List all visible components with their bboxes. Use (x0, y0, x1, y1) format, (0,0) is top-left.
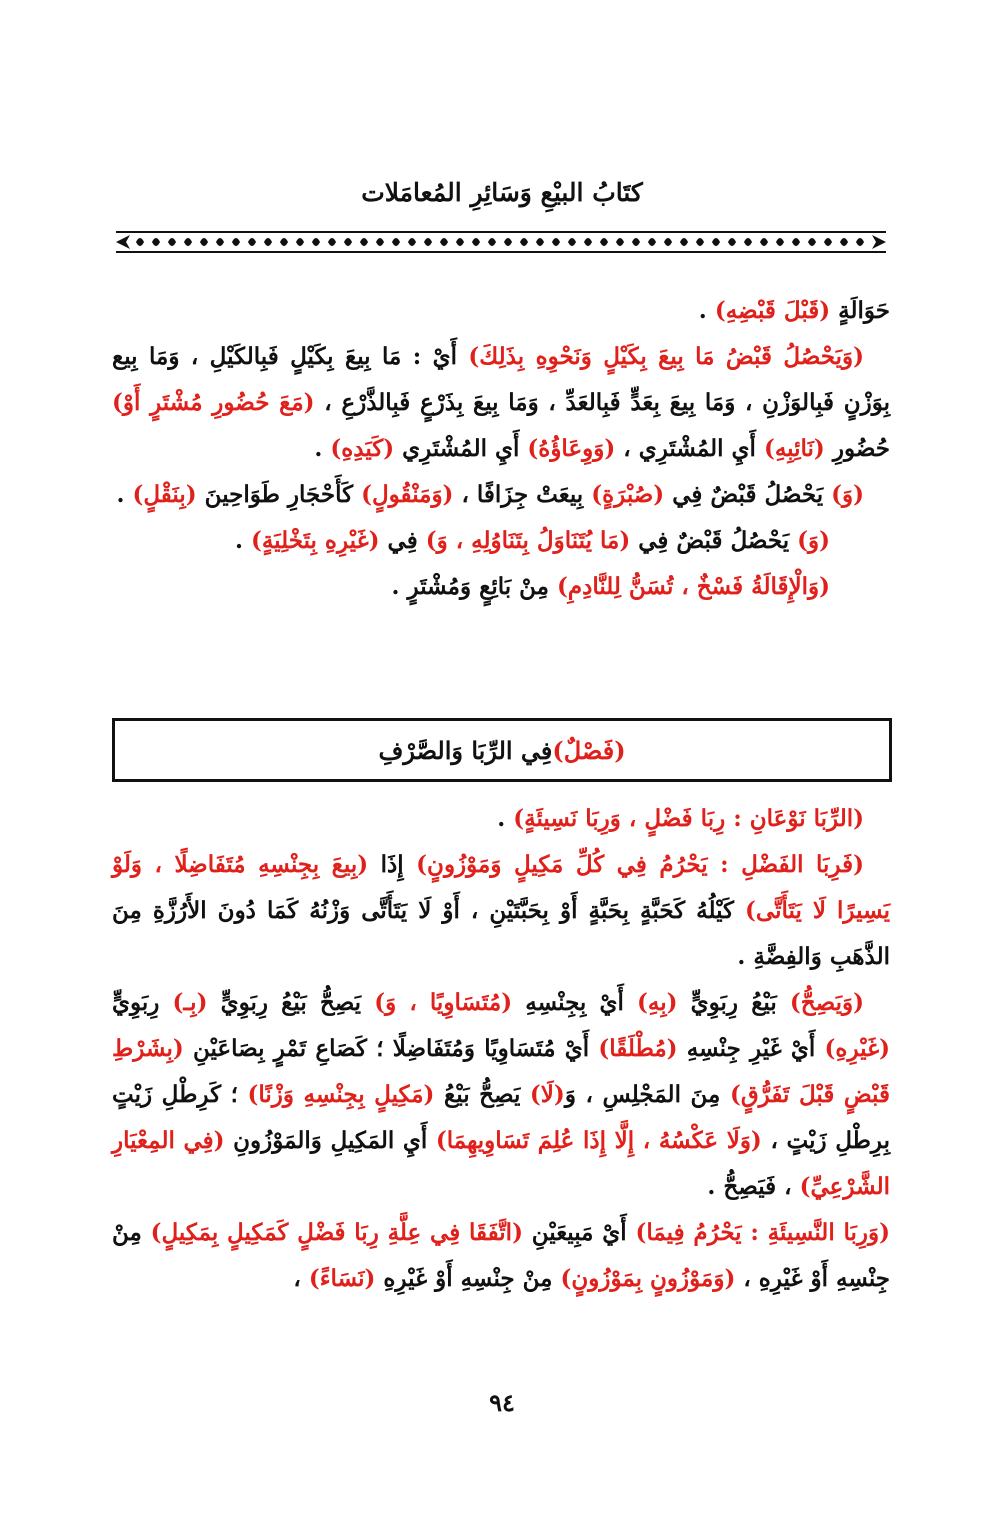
matn-text-segment: (فِي المِعْيَارِ الشَّرْعِيِّ) (112, 1127, 890, 1200)
ornament-motif (440, 238, 448, 246)
ornament-motif (168, 238, 176, 246)
matn-text-segment: (صُبْرَةٍ) (591, 481, 665, 508)
ornament-motif (680, 238, 688, 246)
paragraph (112, 334, 890, 472)
commentary-text-segment: حُضُورِ (824, 435, 890, 462)
ornament-motif (392, 238, 400, 246)
commentary-text-segment: فِي (379, 527, 426, 554)
ornament-motif (328, 238, 336, 246)
ornament-motif (632, 238, 640, 246)
commentary-text-segment: أَيِ المُشْتَرِي ، (615, 435, 764, 462)
matn-text-segment: (وَمَوْزُونٍ بِمَوْزُونٍ) (560, 1265, 736, 1292)
paragraph (112, 472, 890, 518)
commentary-text-segment: مِنْ بَائِعٍ وَمُشْتَرٍ . (391, 573, 557, 600)
commentary-text-segment: مِنْ جِنْسِهِ أَوْ غَيْرِهِ ، (112, 1219, 890, 1292)
commentary-text-segment: يَحْصُلُ قَبْضٌ فِي (664, 481, 832, 508)
section-heading-box (112, 718, 892, 782)
commentary-text-segment: حَوَالَةٍ (830, 297, 890, 324)
ornament-motif (696, 238, 704, 246)
ornament-motif (648, 238, 656, 246)
commentary-text-segment: أَيْ غَيْرِ جِنْسِهِ (677, 1035, 825, 1062)
commentary-text-segment: ؛ كَرِطْلِ زَيْتٍ بِرِطْلِ زَيْتٍ ، (112, 1081, 891, 1154)
ornament-end-right (872, 235, 886, 249)
ornament-motif (712, 238, 720, 246)
paragraph (112, 842, 890, 980)
ornament-motif (264, 238, 272, 246)
matn-text-segment: (قَبْلَ قَبْضِهِ) (714, 297, 831, 324)
commentary-text-segment: مِنْ جِنْسِهِ أَوْ غَيْرِهِ (375, 1265, 561, 1292)
body-text-bottom (112, 796, 890, 1302)
ornament-motif (360, 238, 368, 246)
matn-text-segment: (وَرِبَا النَّسِيئَةِ : يَحْرُمُ فِيمَا) (635, 1219, 890, 1246)
matn-text-segment: (بِنَقْلٍ) (132, 481, 197, 508)
matn-text-segment: (وَالْإِقَالَةُ فَسْخٌ ، تُسَنُّ لِلنَّادِمِ) (556, 573, 830, 600)
commentary-text-segment: يَصِحُّ بَيْعُ رِبَوِيٍّ (207, 989, 375, 1016)
section-heading-text: فِي الرِّبَا وَالصَّرْفِ (378, 735, 553, 765)
ornament-motif (248, 238, 256, 246)
paragraph (112, 288, 890, 334)
matn-text-segment: (فَرِبَا الفَضْلِ : يَحْرُمُ فِي كُلِّ مَكِيلٍ وَمَوْزُونٍ) (416, 851, 864, 878)
body-text-top (112, 288, 890, 610)
ornament-motif (776, 238, 784, 246)
commentary-text-segment: يَصِحُّ بَيْعُ (434, 1081, 530, 1108)
commentary-text-segment: إِذَا (368, 851, 417, 878)
matn-text-segment: (بِهِ) (637, 989, 678, 1016)
matn-text-segment: (وَ) (797, 527, 830, 554)
ornament-end-left (116, 235, 130, 249)
commentary-text-segment: يَحْصُلُ قَبْضٌ فِي (630, 527, 798, 554)
ornament-motif (536, 238, 544, 246)
matn-text-segment: (نَسَاءً) (308, 1265, 376, 1292)
ornament-motif (344, 238, 352, 246)
commentary-text-segment: . (234, 527, 251, 554)
ornament-motif (728, 238, 736, 246)
matn-text-segment: (مَعَ حُضُورِ مُشْتَرٍ أَوْ) (112, 389, 315, 416)
ornament-motif (152, 238, 160, 246)
matn-text-segment: (مُطْلَقًا) (598, 1035, 678, 1062)
ornament-motif (184, 238, 192, 246)
matn-text-segment: (وَلَا عَكْسُهُ ، إِلَّا إِذَا عُلِمَ تَسَاوِيهِمَا) (435, 1127, 762, 1154)
commentary-text-segment: أَيِ المُشْتَرِي (394, 435, 528, 462)
ornament-motif (808, 238, 816, 246)
ornament-motif (664, 238, 672, 246)
ornament-motif (296, 238, 304, 246)
ornament-motif (856, 238, 864, 246)
matn-text-segment: (مُتَسَاوِيًا ، وَ) (374, 989, 513, 1016)
commentary-text-segment: مِنَ المَجْلِسِ ، وَ (564, 1081, 730, 1108)
commentary-text-segment: أَيْ مَبِيعَيْنِ (522, 1219, 636, 1246)
ornament-motif (744, 238, 752, 246)
matn-text-segment: (وَوِعَاؤُهُ) (527, 435, 616, 462)
commentary-text-segment: . (116, 481, 133, 508)
matn-text-segment: (غَيْرِهِ بِتَخْلِيَةٍ) (250, 527, 380, 554)
ornament-motif (136, 238, 144, 246)
commentary-text-segment: رِبَوِيٍّ (112, 989, 173, 1016)
paragraph (112, 518, 890, 564)
matn-text-segment: (بِيعَ بِجِنْسِهِ مُتَفَاضِلًا ، وَلَوْ يَسِيرًا لَا يَتَأَتَّى) (112, 851, 890, 924)
matn-text-segment: (نَائِبِهِ) (763, 435, 825, 462)
ornament-motif (792, 238, 800, 246)
ornament-motif (840, 238, 848, 246)
matn-text-segment: (لَا) (529, 1081, 565, 1108)
matn-text-segment: (مَكِيلٍ بِجِنْسِهِ وَزْنًا) (247, 1081, 435, 1108)
commentary-text-segment: بَيْعُ رِبَوِيٍّ (677, 989, 790, 1016)
ornament-motif (408, 238, 416, 246)
ornament-motif (552, 238, 560, 246)
commentary-text-segment: . (497, 805, 514, 832)
ornament-motif (472, 238, 480, 246)
ornament-motif (280, 238, 288, 246)
ornament-motif (456, 238, 464, 246)
commentary-text-segment: . (314, 435, 331, 462)
commentary-text-segment: أَيْ مُتَسَاوِيًا وَمُتَفَاضِلًا ؛ كَصَاعِ تَمْرٍ بِصَاعَيْنِ (183, 1035, 599, 1062)
commentary-text-segment: أَيِ المَكِيلِ وَالمَوْزُونِ (224, 1127, 436, 1154)
ornament-motif (312, 238, 320, 246)
matn-text-segment: (وَمَنْقُولٍ) (361, 481, 454, 508)
decorative-border-ornament (112, 229, 890, 255)
section-heading-red: (فَصْلٌ) (552, 735, 626, 765)
ornament-motif (200, 238, 208, 246)
matn-text-segment: (كَيَدِهِ) (330, 435, 395, 462)
paragraph (112, 1210, 890, 1302)
paragraph (112, 796, 890, 842)
paragraph (112, 980, 890, 1210)
matn-text-segment: (وَيَحْصُلُ قَبْضُ مَا بِيعَ بِكَيْلٍ وَنَحْوِهِ بِذَلِكَ) (468, 343, 864, 370)
matn-text-segment: (مَا يُتَنَاوَلُ بِتَنَاوُلِهِ ، وَ) (425, 527, 631, 554)
matn-text-segment: (اتَّفَقَا فِي عِلَّةِ رِبَا فَضْلٍ كَمَكِيلٍ بِمَكِيلٍ) (150, 1219, 523, 1246)
ornament-motif (584, 238, 592, 246)
commentary-text-segment: . (698, 297, 715, 324)
ornament-motif (424, 238, 432, 246)
ornament-motif (760, 238, 768, 246)
ornament-motif (600, 238, 608, 246)
ornament-motif (488, 238, 496, 246)
paragraph (112, 564, 890, 610)
matn-text-segment: (غَيْرِهِ) (824, 1035, 890, 1062)
matn-text-segment: (الرِّبَا نَوْعَانِ : رِبَا فَضْلٍ ، وَرِبَا نَسِيئَةٍ) (513, 805, 864, 832)
ornament-motif (568, 238, 576, 246)
matn-text-segment: (بِشَرْطِ قَبْضٍ قَبْلَ تَفَرُّقٍ) (112, 1035, 890, 1108)
commentary-text-segment: أَيْ : مَا بِيعَ بِكَيْلٍ فَبِالكَيْلِ ، وَمَا بِيع بِوَزْنٍ فَبِالوَزْنِ ، وَمَا بِيعَ بِعَدٍّ فَبِالعَدِّ ، وَمَا بِيعَ بِذَرْعٍ فَبِالذَّرْعِ ، (112, 343, 890, 416)
page-number: ٩٤ (489, 1388, 515, 1417)
commentary-text-segment: كَأَحْجَارِ طَوَاحِينَ (196, 481, 362, 508)
commentary-text-segment: ، فَيَصِحُّ . (707, 1173, 800, 1200)
ornament-motif (504, 238, 512, 246)
ornament-motif (216, 238, 224, 246)
ornament-motif (824, 238, 832, 246)
commentary-text-segment: بِيعَتْ جِزَافًا ، (453, 481, 592, 508)
ornament-motif (376, 238, 384, 246)
commentary-text-segment: ، (293, 1265, 309, 1292)
ornament-motif (520, 238, 528, 246)
commentary-text-segment: كَيْلُهُ كَحَبَّةٍ بِحَبَّةٍ أَوْ بِحَبَّتَيْنِ ، أَوْ لَا يَتَأَتَّى وَزْنُهُ كَمَا دُونَ الأَرُزَّةِ مِنَ الذَّهَبِ وَالفِضَّةِ . (112, 897, 890, 970)
ornament-motif (616, 238, 624, 246)
matn-text-segment: (بِـ) (172, 989, 208, 1016)
matn-text-segment: (وَيَصِحُّ) (789, 989, 864, 1016)
ornament-motif (232, 238, 240, 246)
commentary-text-segment: أَيْ بِجِنْسِهِ (512, 989, 637, 1016)
running-header-title: كتَابُ البيْعِ وَسَائِرِ المُعامَلات (361, 178, 643, 207)
matn-text-segment: (وَ) (831, 481, 864, 508)
